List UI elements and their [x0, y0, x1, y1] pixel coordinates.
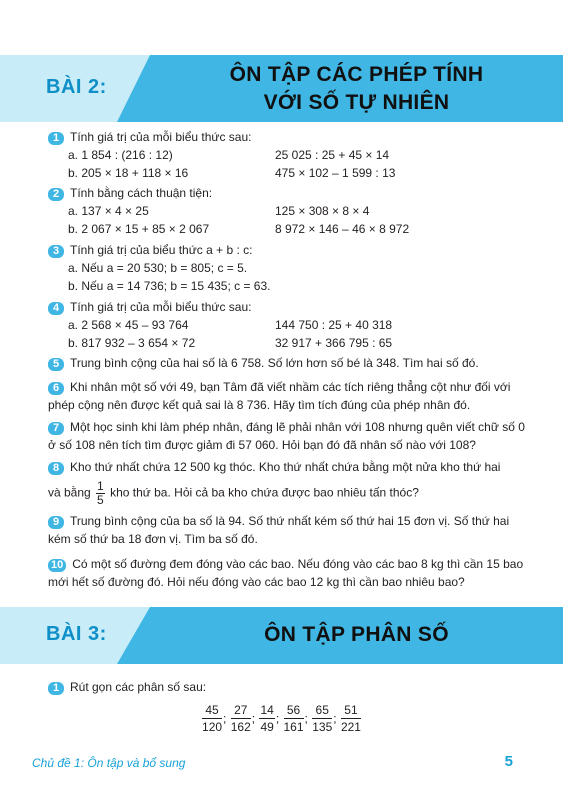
exercise-number: 4: [48, 302, 64, 315]
exercise-number: 1: [48, 132, 64, 145]
exercise-prompt: Tính bằng cách thuận tiện:: [70, 186, 213, 200]
exercise-10: [48, 555, 533, 591]
lesson-title-line-2: VỚI SỐ TỰ NHIÊN: [263, 91, 450, 114]
fraction: [259, 702, 274, 735]
exercise-text: Có một số đường đem đóng vào các bao. Nếu đóng vào các bao 8 kg thì cần 15 bao mới hết số đường đó. Hỏi nếu đóng vào các bao 12 kg thì cần bao nhiêu bao?: [48, 557, 524, 589]
exercise-number: 10: [48, 559, 66, 572]
expression: 32 917 + 366 795 : 65: [275, 336, 393, 350]
expression: 25 025 : 25 + 45 × 14: [275, 148, 390, 162]
fraction-denominator: 221: [340, 720, 361, 734]
exercise-3: [48, 241, 533, 295]
fraction-denominator: 49: [260, 720, 274, 734]
exercise-text: và bằng: [48, 485, 91, 500]
exercise-prompt: Tính giá trị của biểu thức a + b : c:: [70, 243, 253, 257]
lesson-label: BÀI 2:: [46, 76, 107, 98]
lesson-2-banner: [0, 55, 563, 122]
fraction-numerator: 14: [260, 703, 274, 717]
exercise-4: [48, 298, 533, 352]
fraction: [231, 702, 251, 735]
exercise-text: Trung bình cộng của hai số là 6 758. Số lớn hơn số bé là 348. Tìm hai số đó.: [70, 356, 479, 370]
exercise-5: [48, 354, 533, 372]
fraction-denominator: 162: [230, 720, 251, 734]
expression: b. 205 × 18 + 118 × 16: [68, 166, 189, 180]
exercise-text: Một học sinh khi làm phép nhân, đáng lẽ phải nhân với 108 nhưng quên viết chữ số 0 ở số 108 nên tích tìm được giảm đi 57 060. Hỏi bạn đó đã nhân số nào với 108?: [48, 420, 525, 452]
expression: a. 1 854 : (216 : 12): [68, 148, 173, 162]
expression: 8 972 × 146 – 46 × 8 972: [275, 222, 410, 236]
fraction-separator: ;: [251, 711, 256, 726]
lesson-3-exercise-1: [48, 678, 533, 696]
exercise-text: Khi nhân một số với 49, bạn Tâm đã viết nhầm các tích riêng thẳng cột như đối với phép cộng nên được kết quả sai là 8 736. Hãy tìm tích đúng của phép nhân đó.: [48, 380, 511, 412]
fraction-numerator: 65: [312, 702, 332, 719]
page-number: 5: [504, 753, 513, 770]
exercise-number: 5: [48, 358, 64, 371]
fraction-denominator: 161: [283, 720, 304, 734]
expression: a. 137 × 4 × 25: [68, 204, 149, 218]
exercise-6: [48, 378, 533, 414]
fraction-numerator: 27: [231, 702, 251, 719]
lesson-title: ÔN TẬP PHÂN SỐ: [264, 623, 449, 646]
footer-chapter-title: Chủ đề 1: Ôn tập và bổ sung: [32, 756, 186, 770]
exercise-7: [48, 418, 533, 454]
fraction-numerator: 1: [97, 479, 104, 493]
exercise-number: 8: [48, 462, 64, 475]
lesson-title: [150, 61, 563, 117]
lesson-label: BÀI 3:: [46, 623, 107, 645]
expression: 125 × 308 × 8 × 4: [275, 204, 370, 218]
condition: b. Nếu a = 14 736; b = 15 435; c = 63.: [68, 279, 271, 293]
exercise-text: Trung bình cộng của ba số là 94. Số thứ nhất kém số thứ hai 15 đơn vị. Số thứ hai kém số thứ ba 18 đơn vị. Tìm ba số đó.: [48, 514, 510, 546]
exercise-prompt: Rút gọn các phân số sau:: [70, 680, 207, 694]
fraction-denominator: 5: [97, 493, 104, 507]
exercise-8: [48, 458, 533, 507]
exercise-number: 6: [48, 382, 64, 395]
condition: a. Nếu a = 20 530; b = 805; c = 5.: [68, 261, 248, 275]
exercise-text: kho thứ ba. Hỏi cả ba kho chứa được bao nhiêu tấn thóc?: [110, 485, 419, 500]
exercise-number: 9: [48, 516, 64, 529]
exercise-number: 3: [48, 245, 64, 258]
fraction: [96, 480, 105, 507]
fraction-separator: ;: [333, 711, 337, 726]
expression: b. 2 067 × 15 + 85 × 2 067: [68, 222, 210, 236]
exercise-number: 2: [48, 188, 64, 201]
fraction-list: [0, 702, 563, 735]
exercise-prompt: Tính giá trị của mỗi biểu thức sau:: [70, 300, 252, 314]
exercise-prompt: Tính giá trị của mỗi biểu thức sau:: [70, 130, 252, 144]
exercise-9: [48, 512, 533, 548]
fraction: [312, 702, 332, 735]
fraction-numerator: 56: [284, 702, 304, 719]
fraction-denominator: 135: [312, 720, 333, 734]
fraction-separator: ;: [304, 711, 308, 726]
exercise-2: [48, 184, 533, 238]
exercise-1: [48, 128, 533, 182]
fraction: [202, 702, 222, 735]
exercise-number: 1: [48, 682, 64, 695]
exercise-number: 7: [48, 422, 64, 435]
expression: a. 2 568 × 45 – 93 764: [68, 318, 189, 332]
expression: b. 817 932 – 3 654 × 72: [68, 336, 196, 350]
fraction-numerator: 45: [202, 702, 222, 719]
fraction-separator: ;: [223, 711, 227, 726]
fraction-numerator: 51: [341, 702, 361, 719]
fraction: [341, 702, 361, 735]
exercise-text: Kho thứ nhất chứa 12 500 kg thóc. Kho thứ nhất chứa bằng một nửa kho thứ hai: [70, 460, 501, 474]
fraction-denominator: 120: [202, 720, 223, 734]
lesson-3-banner: [0, 607, 563, 664]
lesson-title-line-1: ÔN TẬP CÁC PHÉP TÍNH: [229, 63, 484, 86]
fraction-separator: ;: [275, 711, 280, 726]
expression: 475 × 102 – 1 599 : 13: [275, 166, 396, 180]
expression: 144 750 : 25 + 40 318: [275, 318, 393, 332]
fraction: [284, 702, 304, 735]
